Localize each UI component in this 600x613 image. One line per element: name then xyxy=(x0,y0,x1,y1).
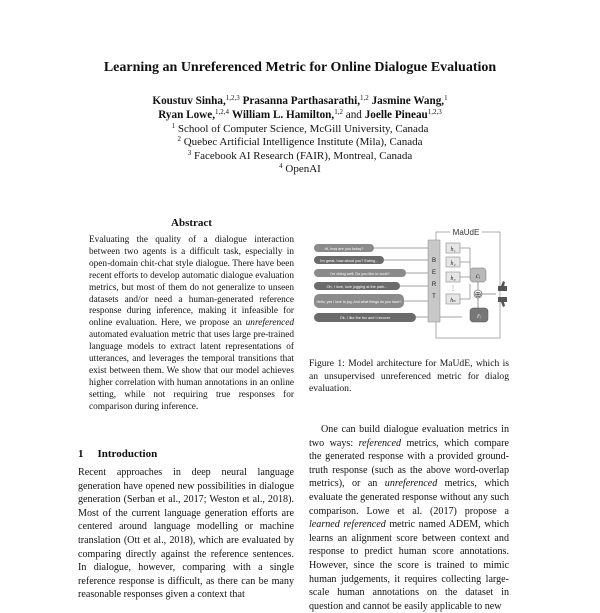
svg-text:I'm great, how about you? Eati: I'm great, how about you? Eating... xyxy=(319,259,379,263)
author-name: Joelle Pineau xyxy=(364,109,428,121)
hidden-state-box xyxy=(446,294,460,304)
svg-text:rᵢ: rᵢ xyxy=(477,312,481,320)
svg-text:h₃: h₃ xyxy=(450,276,456,282)
affiliation-list xyxy=(0,123,600,176)
svg-text:h₂: h₂ xyxy=(450,261,456,267)
hidden-state-box xyxy=(446,272,460,282)
abstract-heading: Abstract xyxy=(171,217,212,229)
svg-text:Hi, how are you today?: Hi, how are you today? xyxy=(324,247,364,251)
author-affiliation-marker: 1,2,3 xyxy=(225,94,240,102)
author-affiliation-marker: 1,2,3 xyxy=(427,108,442,116)
architecture-diagram xyxy=(312,222,508,350)
response-vector-box xyxy=(470,308,488,322)
plus-operator-symbol: ⊕ xyxy=(474,290,482,299)
svg-text:cᵢ: cᵢ xyxy=(475,272,481,280)
svg-text:⋮: ⋮ xyxy=(450,286,456,292)
author-affiliation-marker: 1,2 xyxy=(360,94,369,102)
svg-text:h₁: h₁ xyxy=(450,247,456,253)
abstract-body: Evaluating the quality of a dialogue interaction between two agents is a difficult task, especially in open-domain chit-chat style dialogue. There have been recent efforts to develop automatic dialogue evaluation metrics, but most of them do not generalize to unseen datasets and/or need a human-generated reference response during inference, making it infeasible for online evaluation. Here, we propose an unreferenced automated evaluation metric that uses large pre-trained language models to extract latent representations of utterances, and leverages the temporal transitions that exist between them. We show that our model achieves higher correlation with human annotations in an online setting, while not requiring true responses for comparison during inference. xyxy=(89,235,294,412)
section-heading-introduction: 1 Introduction xyxy=(78,448,158,460)
affiliation-line: $^1$ School of Computer Science, McGill University, Canada xyxy=(171,122,429,135)
figure-caption: Figure 1: Model architecture for MaUdE, which is an unsupervised unreferenced metric for dialog evaluation. xyxy=(309,358,509,395)
affiliation-line: $^2$ Quebec Artificial Intelligence Institute (Mila), Canada xyxy=(177,135,423,149)
svg-text:Oh, I love, love jogging at th: Oh, I love, love jogging at the park... xyxy=(326,285,388,289)
affiliation-line: $^3$ Facebook AI Research (FAIR), Montreal, Canada xyxy=(187,148,413,162)
author-name: Jasmine Wang, xyxy=(371,95,445,107)
bert-encoder xyxy=(428,240,440,322)
author-name: Prasanna Parthasarathi, xyxy=(242,95,361,107)
author-name: Ryan Lowe, xyxy=(158,109,216,121)
author-affiliation-marker: 1,2,4 xyxy=(215,108,230,116)
svg-text:Hello, yes I love to jog. And: Hello, yes I love to jog. And what things do you have? xyxy=(316,300,402,304)
intro-left-paragraph: Recent approaches in deep neural language generation have opened new possibilities in dialogue generation (Serban et al., 2017; Weston et al., 2018). Most of the current language generation efforts are centered around language modelling or machine translation (Ott et al., 2018), which are evaluated by comparing directly against the reference sentences. In dialogue, however, comparing with a single reference response is difficult, as there can be many reasonable responses given a context that xyxy=(78,467,294,601)
bert-letter: E xyxy=(431,270,437,276)
author-affiliation-marker: 1,2 xyxy=(334,108,343,116)
bert-letter: B xyxy=(431,258,437,264)
utterance-pill xyxy=(314,256,384,264)
author-name: William L. Hamilton, xyxy=(231,109,335,121)
author-list xyxy=(0,94,600,122)
utterance-pill xyxy=(314,244,374,252)
utterance-pill xyxy=(314,282,400,290)
svg-text:I'm doing well. Do you like to: I'm doing well. Do you like to cook? xyxy=(330,272,390,276)
author-name: Koustuv Sinha, xyxy=(152,95,226,107)
intro-right-paragraph: One can build dialogue evaluation metrics in two ways: referenced metrics, which compare the generated response with a provided ground-truth response (such as the above word-overlap metrics), or an unreferenced metrics, which evaluate the generated response without any such comparison. Lowe et al. (2017) propose a learned referenced metric named ADEM, which learns an alignment score between context and response to predict human score annotations. However, since the score is trained to mimic human judgements, it requires collecting large-scale human annotations on the dataset in question and cannot be easily applicable to new xyxy=(309,424,509,612)
utterance-pill xyxy=(314,269,406,277)
hidden-state-box xyxy=(446,243,460,253)
utterance-pill xyxy=(314,294,404,308)
utterance-pill xyxy=(314,313,416,322)
thumbs-down-icon xyxy=(498,297,507,307)
svg-text:hₙ: hₙ xyxy=(450,298,456,304)
maude-label: MaUdE xyxy=(452,228,480,237)
hidden-state-box xyxy=(446,257,460,267)
paper-title: Learning an Unreferenced Metric for Online Dialogue Evaluation xyxy=(103,60,497,75)
svg-text:Ok, I like the fox and I recov: Ok, I like the fox and I recover xyxy=(339,316,391,320)
bert-letter: T xyxy=(432,294,436,300)
bert-letter: R xyxy=(431,282,437,288)
thumbs-up-icon xyxy=(498,281,507,291)
and-word: and xyxy=(345,109,362,121)
context-vector-box xyxy=(470,268,486,282)
author-affiliation-marker: 1 xyxy=(444,94,448,102)
affiliation-line: $^4$ OpenAI xyxy=(279,161,321,175)
model-architecture-figure xyxy=(312,222,508,350)
